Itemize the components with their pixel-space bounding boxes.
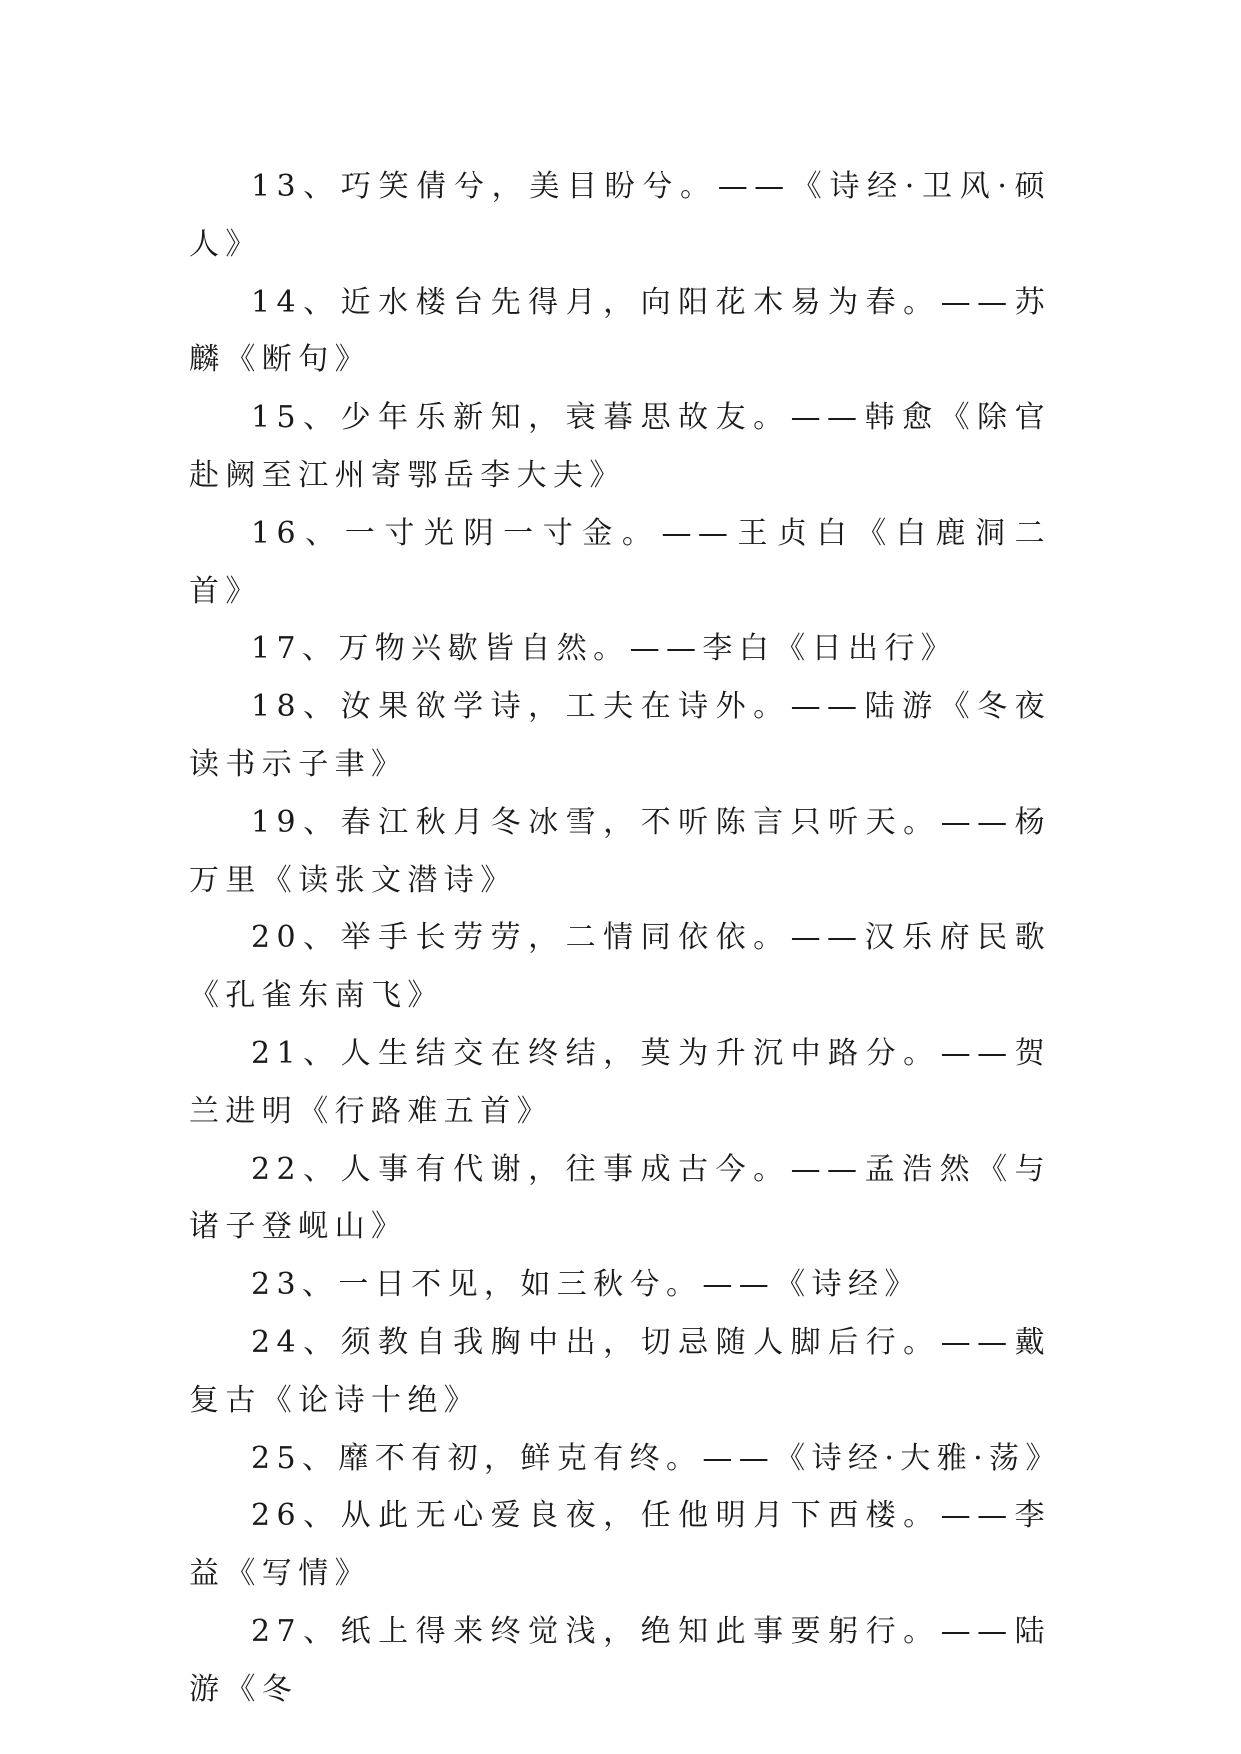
quote-item-24: 24、须教自我胸中出，切忌随人脚后行。——戴复古《论诗十绝》: [189, 1324, 1051, 1418]
quote-item-14: 14、近水楼台先得月，向阳花木易为春。——苏麟《断句》: [189, 284, 1051, 378]
quote-item-26: 26、从此无心爱良夜，任他明月下西楼。——李益《写情》: [189, 1498, 1051, 1592]
quote-item-19: 19、春江秋月冬冰雪，不听陈言只听天。——杨万里《读张文潜诗》: [189, 804, 1051, 898]
quote-item-23: 23、一日不见，如三秋兮。——《诗经》: [251, 1267, 921, 1303]
quote-item-27: 27、纸上得来终觉浅，绝知此事要躬行。——陆游《冬: [189, 1613, 1051, 1707]
quote-item-13: 13、巧笑倩兮，美目盼兮。——《诗经·卫风·硕人》: [189, 169, 1051, 262]
quote-item-18: 18、汝果欲学诗，工夫在诗外。——陆游《冬夜读书示子聿》: [189, 689, 1051, 782]
quote-item-22: 22、人事有代谢，往事成古今。——孟浩然《与诸子登岘山》: [189, 1151, 1051, 1245]
quote-list: [189, 158, 1062, 1719]
quote-item-17: 17、万物兴歇皆自然。——李白《日出行》: [251, 631, 958, 667]
quote-item-21: 21、人生结交在终结，莫为升沉中路分。——贺兰进明《行路难五首》: [189, 1035, 1051, 1129]
quote-item-16: 16、一寸光阴一寸金。——王贞白《白鹿洞二首》: [189, 515, 1051, 609]
quote-item-25: 25、靡不有初，鲜克有终。——《诗经·大雅·荡》: [251, 1440, 1062, 1476]
quote-item-15: 15、少年乐新知，衰暮思故友。——韩愈《除官赴阙至江州寄鄂岳李大夫》: [189, 400, 1051, 493]
quote-item-20: 20、举手长劳劳，二情同依依。——汉乐府民歌《孔雀东南飞》: [189, 920, 1051, 1014]
